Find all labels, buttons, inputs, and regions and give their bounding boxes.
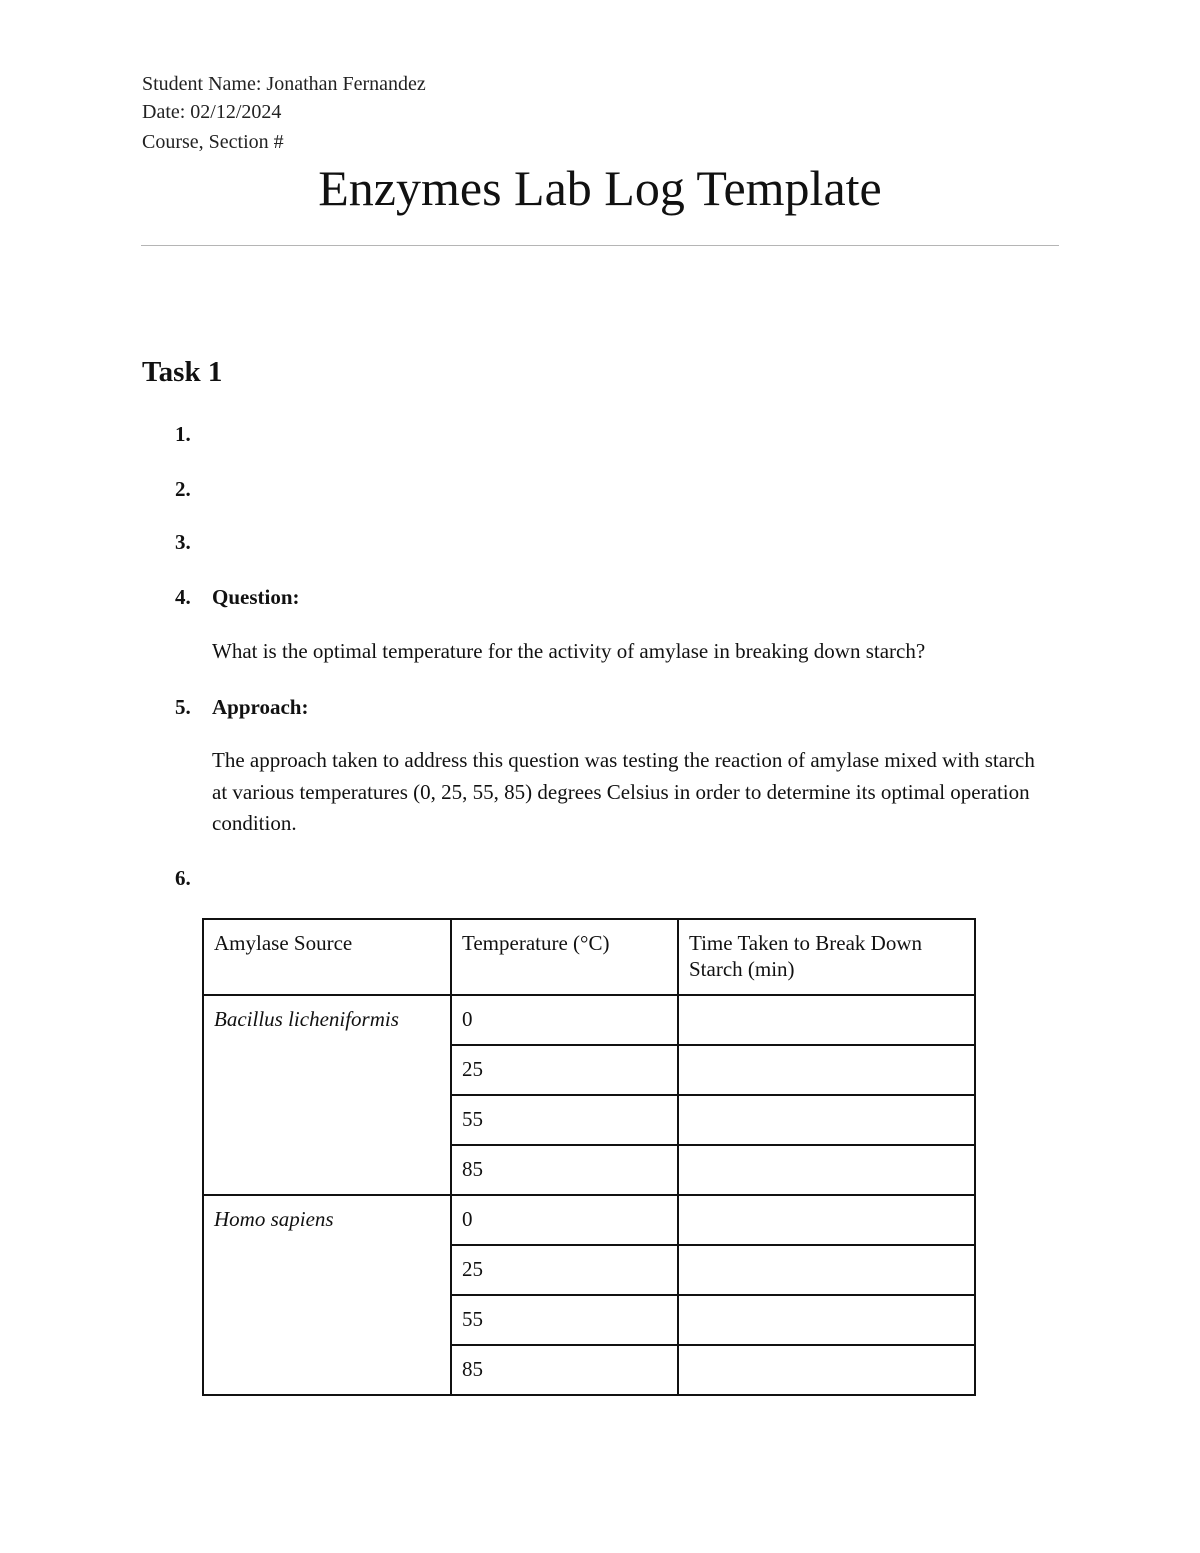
item-number-6: 6.: [175, 866, 191, 890]
time-cell: [678, 1345, 975, 1395]
item-number-2: 2.: [175, 477, 191, 501]
header-amylase-source: Amylase Source: [203, 919, 451, 995]
time-cell: [678, 1295, 975, 1345]
horizontal-rule: [141, 245, 1059, 246]
course-section: Course, Section #: [142, 131, 284, 153]
temperature-cell: 25: [451, 1045, 678, 1095]
time-cell: [678, 995, 975, 1045]
time-cell: [678, 1045, 975, 1095]
date-line: Date: 02/12/2024: [142, 101, 282, 123]
time-cell: [678, 1195, 975, 1245]
table-row: [203, 995, 975, 1045]
item-number-1: 1.: [175, 422, 191, 446]
temperature-cell: 0: [451, 1195, 678, 1245]
header-time-taken: Time Taken to Break Down Starch (min): [678, 919, 975, 995]
temperature-cell: 55: [451, 1095, 678, 1145]
temperature-cell: 85: [451, 1345, 678, 1395]
time-cell: [678, 1095, 975, 1145]
time-cell: [678, 1245, 975, 1295]
document-title: Enzymes Lab Log Template: [318, 160, 882, 216]
temperature-cell: 85: [451, 1145, 678, 1195]
source-cell-bacillus: Bacillus licheniformis: [203, 995, 451, 1195]
header-temperature: Temperature (°C): [451, 919, 678, 995]
approach-label: Approach:: [212, 695, 309, 719]
table-header-row: [203, 919, 975, 995]
temperature-cell: 0: [451, 995, 678, 1045]
student-name: Student Name: Jonathan Fernandez: [142, 73, 426, 95]
table-row: [203, 1195, 975, 1245]
item-number-4: 4.: [175, 585, 191, 609]
results-table: [202, 918, 976, 1396]
approach-text: The approach taken to address this question was testing the reaction of amylase mixed with starch at various temperatures (0, 25, 55, 85) degrees Celsius in order to determine its optimal operation condition.: [212, 748, 1035, 835]
time-cell: [678, 1145, 975, 1195]
item-number-5: 5.: [175, 695, 191, 719]
item-number-3: 3.: [175, 530, 191, 554]
question-text: What is the optimal temperature for the activity of amylase in breaking down starch?: [212, 639, 926, 663]
temperature-cell: 25: [451, 1245, 678, 1295]
source-cell-homo-sapiens: Homo sapiens: [203, 1195, 451, 1395]
task-heading: Task 1: [142, 356, 223, 388]
question-label: Question:: [212, 585, 300, 609]
temperature-cell: 55: [451, 1295, 678, 1345]
